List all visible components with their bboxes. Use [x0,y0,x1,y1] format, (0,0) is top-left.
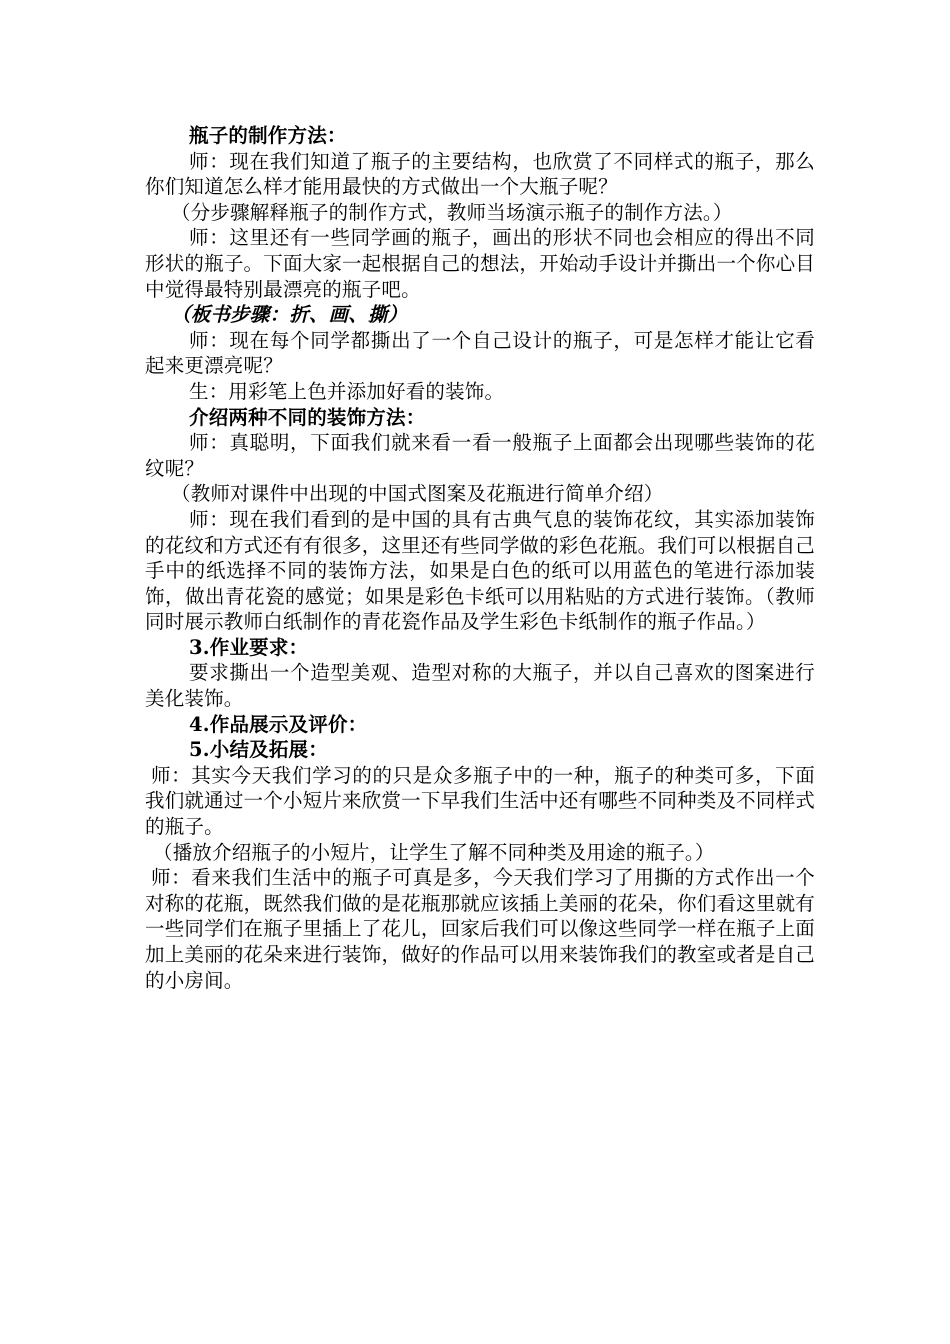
paragraph-teacher-patterns-question: 师：真聪明，下面我们就来看一看一般瓶子上面都会出现哪些装饰的花纹呢？ [145,431,815,480]
paragraph-video-note: （播放介绍瓶子的小短片，让学生了解不同种类及用途的瓶子。） [153,840,715,864]
heading-summary-extension: 5.小结及拓展： [189,738,328,762]
paragraph-teacher-structure: 师：现在我们知道了瓶子的主要结构，也欣赏了不同样式的瓶子，那么你们知道怎么样才能用最快的方式做出一个大瓶子呢？ [145,149,815,199]
paragraph-teacher-bottle-types: 师：其实今天我们学习的的只是众多瓶子中的一种，瓶子的种类可多，下面我们就通过一个小短片来欣赏一下早我们生活中还有哪些不同种类及不同样式的瓶子。 [145,763,815,839]
paragraph-teacher-conclusion: 师：看来我们生活中的瓶子可真是多，今天我们学习了用撕的方式作出一个对称的花瓶，既然我们做的是花瓶那就应该插上美丽的花朵，你们看这里就有一些同学们在瓶子里插上了花儿，回家后我们可以像这些同学一样在瓶子上面加上美丽的花朵来进行装饰，做好的作品可以用来装饰我们的教室或者是自己的小房间。 [145,866,815,992]
heading-work-display: 4.作品展示及评价： [189,712,368,736]
heading-bottle-making-method: 瓶子的制作方法： [189,124,347,147]
document-body [145,123,815,993]
paragraph-demo-note: （分步骤解释瓶子的制作方式，教师当场演示瓶子的制作方法。） [171,200,733,224]
paragraph-teacher-decorate-question: 师：现在每个同学都撕出了一个自己设计的瓶子，可是怎样才能让它看起来更漂亮呢？ [145,328,815,378]
paragraph-teacher-decoration-methods: 师：现在我们看到的是中国的具有古典气息的装饰花纹，其实添加装饰的花纹和方式还有有很多，这里还有些同学做的彩色花瓶。我们可以根据自己手中的纸选择不同的装饰方法，如果是白色的纸可以用蓝色的笔进行添加装饰，做出青花瓷的感觉；如果是彩色卡纸可以用粘贴的方式进行装饰。（教师同时展示教师白纸制作的青花瓷作品及学生彩色卡纸制作的瓶子作品。） [145,507,815,634]
paragraph-teacher-drawings: 师：这里还有一些同学画的瓶子，画出的形状不同也会相应的得出不同形状的瓶子。下面大家一起根据自己的想法，开始动手设计并撕出一个你心目中觉得最特别最漂亮的瓶子吧。 [145,226,815,301]
heading-two-decoration-methods: 介绍两种不同的装饰方法： [189,405,426,429]
heading-assignment-requirements: 3.作业要求： [189,635,309,659]
board-steps-note: （板书步骤：折、画、撕） [171,303,408,327]
paragraph-student-answer: 生：用彩笔上色并添加好看的装饰。 [189,379,505,403]
paragraph-assignment-text: 要求撕出一个造型美观、造型对称的大瓶子，并以自己喜欢的图案进行美化装饰。 [145,661,815,711]
paragraph-courseware-note: （教师对课件中出现的中国式图案及花瓶进行简单介绍） [171,482,664,506]
